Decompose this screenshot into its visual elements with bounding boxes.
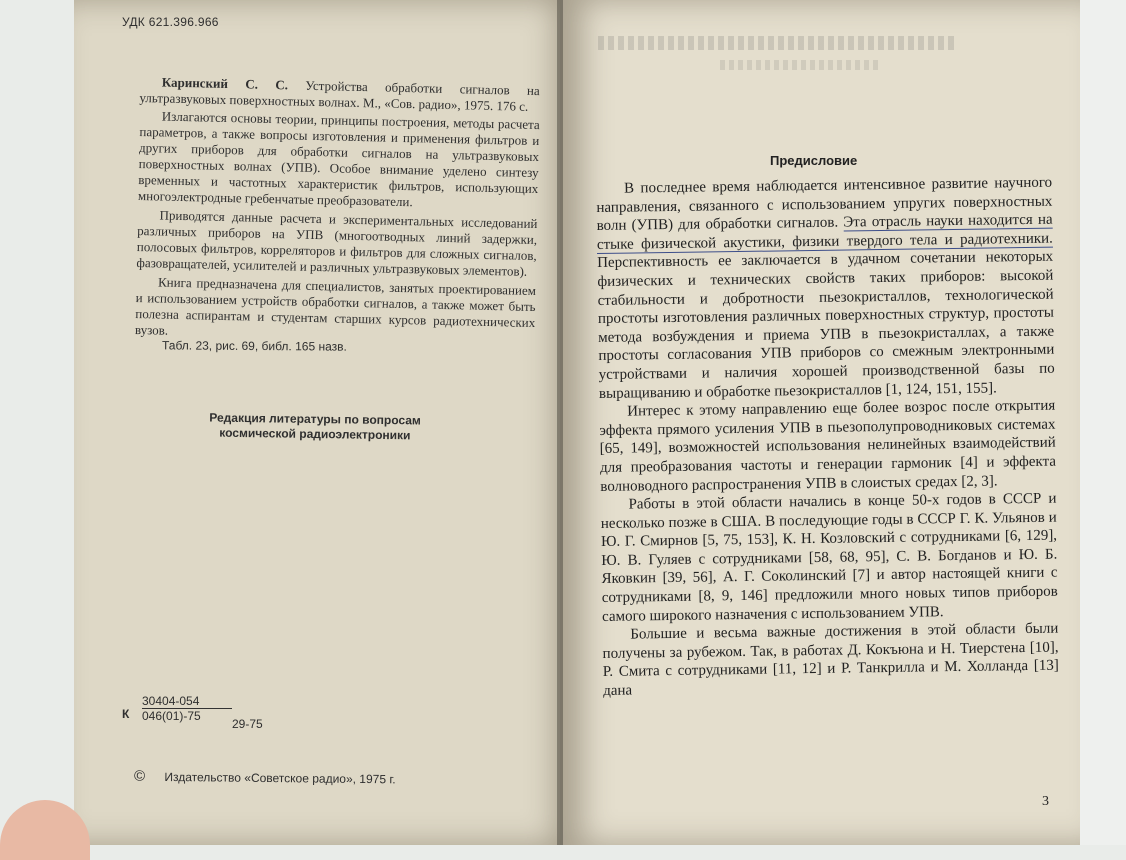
show-through-text	[720, 60, 880, 70]
copyright-line	[134, 769, 396, 788]
catalog-tail: 29-75	[232, 717, 263, 731]
biblio-title: Устройства обработки сигналов на ультразвуковых поверхностных волнах. М., «Сов. радио», 1975. 176 с.	[139, 77, 540, 114]
catalog-fraction	[142, 694, 242, 723]
page-title: Предисловие	[770, 153, 858, 168]
abstract-paragraph-2: Приводятся данные расчета и экспериментальных исследований различных приборов на УПВ (многоотводных линий задержки, полосовых фильтров, корреляторов и фильтров для сложных сигналов, фазовращателей, усилителей и различных ультразвуковых элементов).	[136, 207, 538, 279]
editorial-office: Редакция литературы по вопросам космической радиоэлектроники	[209, 410, 421, 443]
publisher: Издательство «Советское радио», 1975 г.	[164, 769, 396, 787]
preface-paragraph-4: Большие и весьма важные достижения в этой области были получены за рубежом. Так, в работах Д. Кокъюна и Н. Тиерстена [10], Р. Смита с сотрудниками [11, 12] и Р. Танкрилла и М. Холланда [13] дана	[602, 620, 1059, 699]
catalog-k-letter: К	[122, 707, 130, 721]
copyright-icon: ©	[133, 767, 146, 785]
biblio-author: Каринский С. С.	[161, 74, 289, 93]
preface-paragraph-3: Работы в этой области начались в конце 50-х годов в СССР и несколько позже в США. В последующие годы в СССР Г. К. Ульянов и Ю. Г. Смирнов [5, 75, 153], К. Н. Козловский с сотрудниками [6, 129], Ю. В. Гуляев с сотрудниками [58, 68, 95], С. В. Богданов и Ю. Б. Яковкин [39, 56], А. Г. Соколинский [7] и автор настоящей книги с сотрудниками [8, 9, 146] предложили много новых типов приборов самого широкого назначения с использованием УПВ.	[600, 490, 1058, 625]
udk-code: УДК 621.396.966	[122, 15, 219, 29]
catalog-numerator: 30404-054	[142, 694, 232, 709]
tables-figures-count: Табл. 23, рис. 69, библ. 165 назв.	[161, 338, 347, 354]
underlined-sentence: Эта отрасль науки находится на стыке физической акустики, физики твердого тела и радиотехники.	[596, 211, 1053, 253]
show-through-text	[598, 36, 958, 50]
background-edge	[1080, 0, 1126, 845]
abstract-paragraph-1: Излагаются основы теории, принципы построения, методы расчета параметров, а также вопросы изготовления и применения фильтров и других приборов для обработки сигналов на ультразвуковых поверхностных волнах (УПВ). Особое внимание уделено синтезу временных и частотных характеристик фильтров, использующих многоэлектродные гребенчатые преобразователи.	[137, 108, 540, 210]
p1-text-b: Перспективность ее заключается в удачном сочетании некоторых физических и технических свойств таких приборов: высокой стабильности и добротности пьезокристаллов, технологической простоты изготовления различных поверхностных структур, простоты метода возбуждения и приема УПВ в пьезокристаллах, а также простоты согласования УПВ приборов со смежным электронными устройствами и наличия хорошей производственной базы по выращиванию и обработке пьезокристаллов [1, 124, 151, 155].	[597, 249, 1055, 402]
catalog-denominator: 046(01)-75	[142, 709, 201, 723]
p1-text-a: В последнее время наблюдается интенсивное развитие научного направления, связанного с использованием упругих поверхностных волн (УПВ) для обработки сигналов.	[596, 174, 1053, 235]
preface-paragraph-2: Интерес к этому направлению еще более возрос после открытия эффекта прямого усиления УПВ в пьезополупроводниковых системах [65, 149], возможностей использования нелинейных взаимодействий для преобразования частоты и генерации гармоник [4] и эффекта волноводного распространения УПВ в слоистых средах [2, 3].	[599, 397, 1057, 495]
book-spine	[557, 0, 563, 845]
page-number: 3	[1042, 794, 1049, 809]
abstract	[135, 108, 540, 350]
abstract-paragraph-3: Книга предназначена для специалистов, занятых проектированием и использованием устройств обработки сигналов, а также может быть полезна аспирантам и студентам старших курсов радиотехнических вузов.	[134, 274, 537, 338]
preface-paragraph-1	[596, 174, 1055, 403]
preface-body	[596, 174, 1059, 701]
